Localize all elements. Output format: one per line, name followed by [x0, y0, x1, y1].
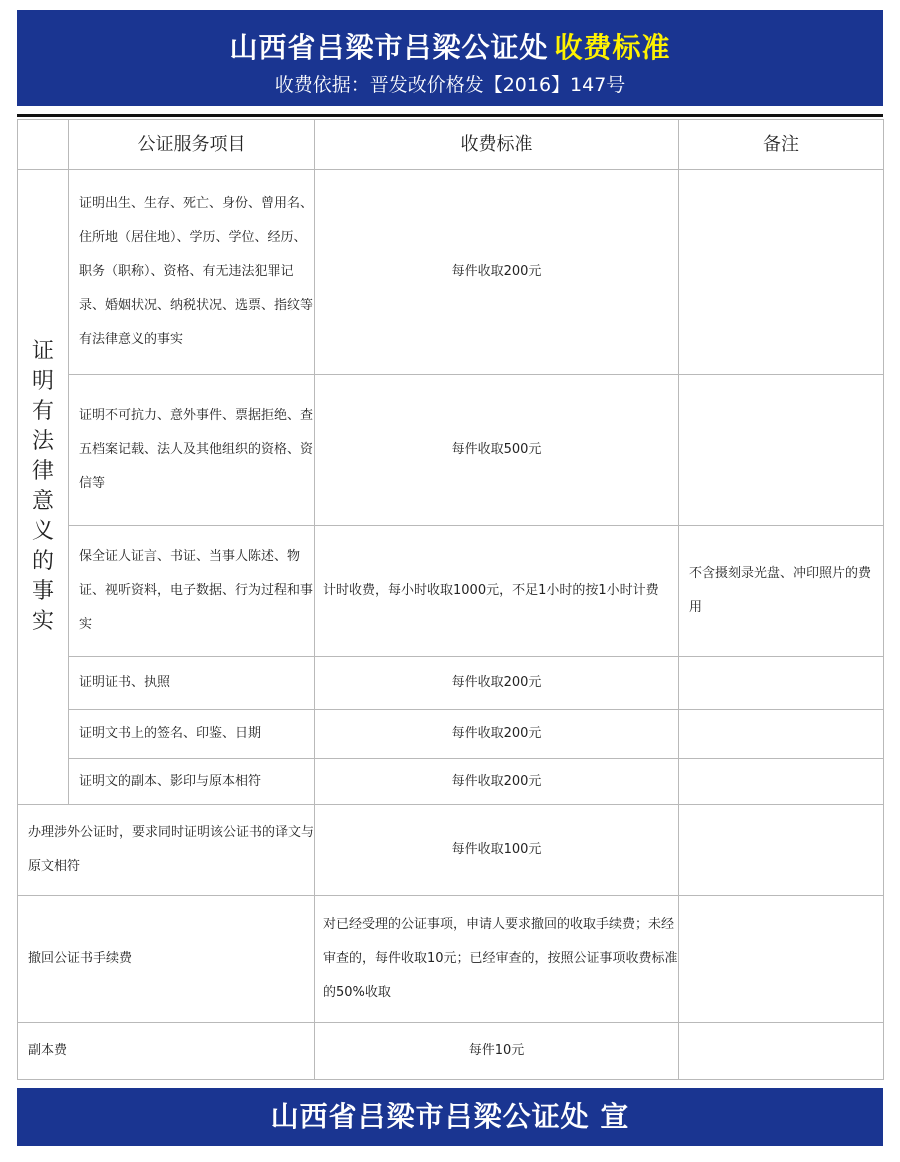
table-row	[18, 759, 884, 805]
fee-cell: 每件10元	[315, 1023, 679, 1080]
table-header-row	[18, 120, 884, 170]
table-row	[18, 657, 884, 710]
table-row	[18, 526, 884, 657]
page-title-highlight: 收费标准	[554, 31, 671, 64]
note-cell	[679, 170, 884, 375]
item-cell: 办理涉外公证时，要求同时证明该公证书的译文与原文相符	[18, 805, 315, 896]
note-cell	[679, 710, 884, 759]
header-banner	[17, 10, 883, 106]
table-row	[18, 1023, 884, 1080]
fee-cell: 计时收费，每小时收取1000元，不足1小时的按1小时计费	[315, 526, 679, 657]
table-row	[18, 375, 884, 526]
header-cell-item: 公证服务项目	[69, 120, 315, 170]
fee-cell: 每件收取500元	[315, 375, 679, 526]
fee-cell: 每件收取200元	[315, 710, 679, 759]
item-cell: 证明文的副本、影印与原本相符	[69, 759, 315, 805]
fee-cell: 对已经受理的公证事项，申请人要求撤回的收取手续费；未经审查的，每件收取10元；已经审查的，按照公证事项收费标准的50%收取	[315, 896, 679, 1023]
note-cell	[679, 896, 884, 1023]
item-cell: 证明出生、生存、死亡、身份、曾用名、住所地（居住地）、学历、学位、经历、职务（职称）、资格、有无违法犯罪记录、婚姻状况、纳税状况、选票、指纹等有法律意义的事实	[69, 170, 315, 375]
header-divider	[17, 114, 883, 117]
group-label: 证明有法律意义的事实	[31, 339, 54, 634]
header-cell-blank	[18, 120, 69, 170]
fee-cell: 每件收取200元	[315, 759, 679, 805]
note-cell	[679, 759, 884, 805]
page-subtitle: 收费依据：晋发改价格发【2016】147号	[274, 74, 626, 96]
note-cell	[679, 375, 884, 526]
header-cell-note: 备注	[679, 120, 884, 170]
table-row	[18, 710, 884, 759]
fee-cell: 每件收取200元	[315, 657, 679, 710]
note-cell: 不含摄刻录光盘、冲印照片的费用	[679, 526, 884, 657]
page-title	[17, 26, 883, 66]
item-cell: 撤回公证书手续费	[18, 896, 315, 1023]
note-cell	[679, 805, 884, 896]
note-cell	[679, 657, 884, 710]
table-row	[18, 170, 884, 375]
note-cell	[679, 1023, 884, 1080]
item-cell: 证明证书、执照	[69, 657, 315, 710]
fee-cell: 每件收取200元	[315, 170, 679, 375]
group-label-cell	[18, 170, 69, 805]
table-row	[18, 896, 884, 1023]
item-cell: 证明文书上的签名、印鉴、日期	[69, 710, 315, 759]
footer-banner: 山西省吕梁市吕梁公证处 宣	[17, 1088, 883, 1146]
fee-table	[17, 119, 884, 1080]
table-row	[18, 805, 884, 896]
item-cell: 证明不可抗力、意外事件、票据拒绝、查五档案记载、法人及其他组织的资格、资信等	[69, 375, 315, 526]
page-title-main: 山西省吕梁市吕梁公证处	[229, 31, 549, 64]
header-cell-fee: 收费标准	[315, 120, 679, 170]
item-cell: 保全证人证言、书证、当事人陈述、物证、视听资料，电子数据、行为过程和事实	[69, 526, 315, 657]
fee-cell: 每件收取100元	[315, 805, 679, 896]
item-cell: 副本费	[18, 1023, 315, 1080]
